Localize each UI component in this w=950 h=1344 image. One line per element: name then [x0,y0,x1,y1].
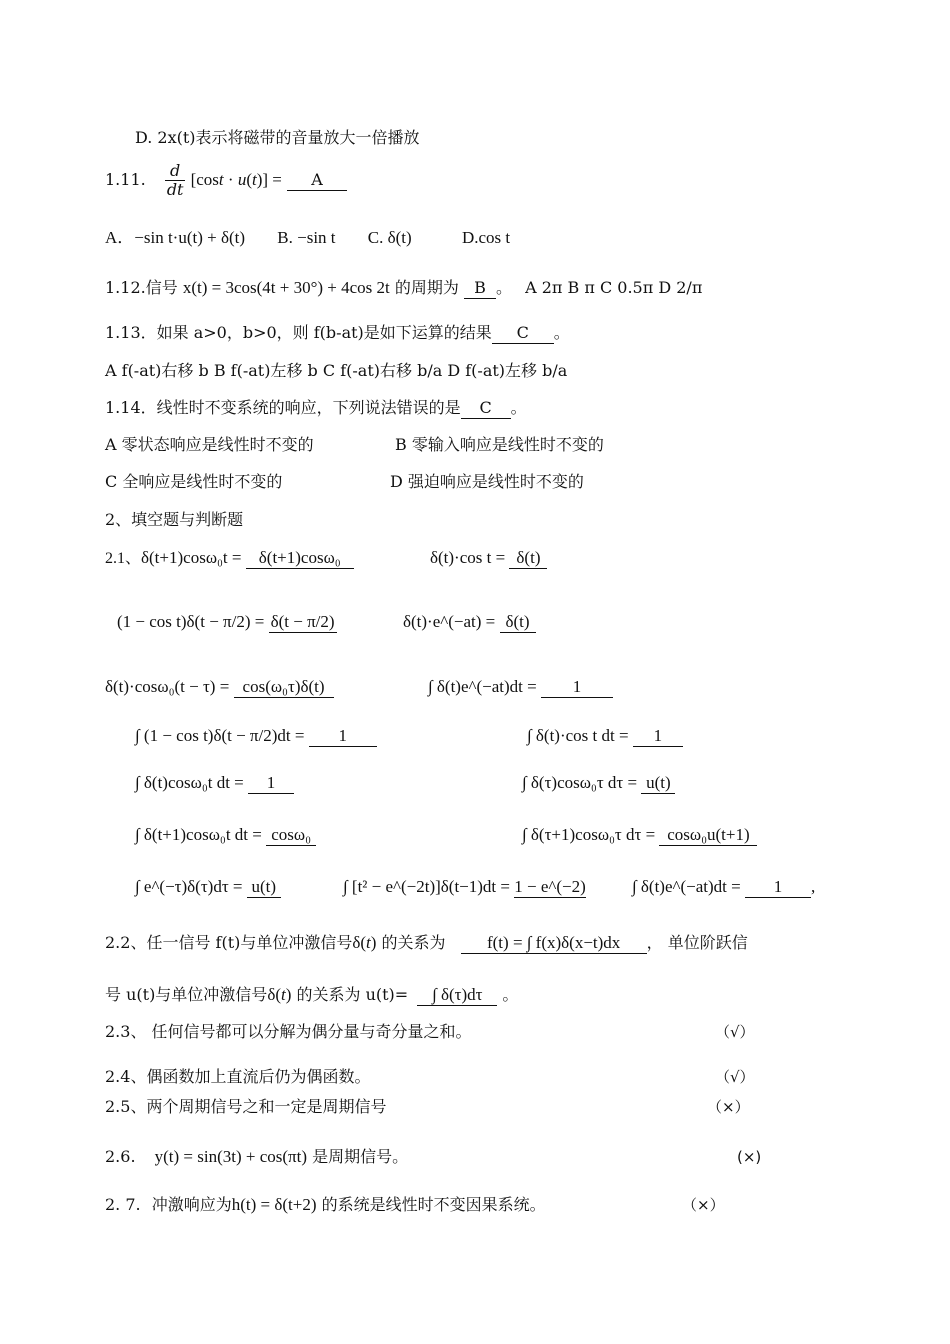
q1-14-answer: C [461,398,511,419]
q2-1-d1-answer: 1 [309,726,377,747]
q2-1-row-f-left [135,825,316,846]
q1-12-prefix: 信号 [145,278,178,297]
q2-1-row-g-right [632,877,815,898]
d-dt-fraction: $\frac{d}{dt}$ [166,161,184,199]
q2-2-line2-c: 。 [502,985,519,1004]
q2-1-row-a-right [430,548,547,569]
q2-7-text: 的系统是线性时不变因果系统。 [321,1195,546,1214]
q2-5-mark: （×） [707,1098,750,1116]
q2-1-d1-lhs: ∫ (1 − cos t)δ(t − π/2)dt = [135,726,305,745]
q2-7-expr: h(t) = δ(t+2) [231,1195,317,1214]
q2-1-f2-answer: cosω₀u(t+1) [659,825,757,846]
q2-6-question [105,1147,408,1167]
q2-1-f1-lhs: ∫ δ(t+1)cosω₀t dt = [135,825,262,844]
q2-1-a2-answer: δ(t) [509,548,547,569]
q1-11-number: 1.11. [105,170,146,189]
q1-12-options: A 2π B π C 0.5π D 2/π [525,278,703,297]
q2-7-question [105,1195,546,1215]
q2-1-g2-lhs: ∫ [t² − e^(−2t)]δ(t−1)dt = [343,877,510,896]
q1-13-answer: C [492,323,554,344]
q2-1-row-e-right [522,773,675,794]
q2-3-text: 2.3、 任何信号都可以分解为偶分量与奇分量之和。 [105,1022,472,1041]
q1-11-answer: A [287,170,347,191]
q2-1-g1-answer: u(t) [247,877,281,898]
q1-14-option-c: C 全响应是线性时不变的 [105,472,283,491]
q1-12-expr: x(t) = 3cos(4t + 30°) + 4cos 2t [182,278,390,297]
q2-1-number: 2.1、 [105,550,142,567]
q1-12-number: 1.12. [105,278,146,297]
q1-11-options [105,228,510,248]
q1-14-option-b: B 零输入响应是线性时不变的 [395,435,604,454]
q2-1-row-a-left [105,548,354,569]
q2-1-e1-answer: 1 [248,773,294,794]
q1-14-option-a: A 零状态响应是线性时不变的 [105,435,314,454]
q2-7-mark: （×） [682,1196,725,1214]
q2-1-row-c-right [428,677,613,698]
q1-14-suffix: 。 [510,398,527,417]
q1-14-text: 1.14．线性时不变系统的响应，下列说法错误的是 [105,398,461,417]
q2-2-line1-b: 的关系为 [381,933,446,952]
q2-4-mark: （√） [715,1068,755,1086]
q1-13-suffix: 。 [553,323,570,342]
q2-1-f1-answer: cosω₀ [266,825,316,846]
q2-1-f2-lhs: ∫ δ(τ+1)cosω₀τ dτ = [522,825,656,844]
q2-2-line1-a: 2.2、任一信号 f(t)与单位冲激信号 [105,933,353,952]
q2-1-a2-lhs: δ(t)·cos t = [430,548,506,567]
q2-1-a1-lhs: δ(t+1)cosω₀t = [141,548,242,567]
q2-1-b1-answer: δ(t − π/2) [269,612,337,633]
q2-1-b2-answer: δ(t) [500,612,536,633]
q2-4-text: 2.4、偶函数加上直流后仍为偶函数。 [105,1067,371,1086]
q2-1-row-d-left [135,726,377,747]
section-2-heading: 2、填空题与判断题 [105,510,244,529]
q1-11-option-d: D.cos t [461,228,511,247]
q2-1-d2-lhs: ∫ δ(t)·cos t dt = [527,726,629,745]
q2-2-line-2: 号 u(t)与单位冲激信号δ(t) 的关系为 u(t)= ∫ δ(τ)dτ 。 [105,985,519,1004]
q2-1-b1-lhs: (1 − cos t)δ(t − π/2) = [117,612,265,631]
q2-3-mark: （√） [715,1023,755,1041]
q2-1-c2-answer: 1 [541,677,613,698]
q2-1-a1-answer: δ(t+1)cosω₀ [246,548,354,569]
q2-1-g3-answer: 1 [745,877,811,898]
q2-2-line1-answer: f(t) = ∫ f(x)δ(x−t)dx [461,933,647,954]
q2-6-mark: (×) [737,1148,762,1166]
q1-13-options: A f(-at)右移 b B f(-at)左移 b C f(-at)右移 b/a D f(-at)左移 b/a [105,361,568,380]
q1-14-question [105,398,527,419]
q1-12-question [105,278,702,299]
q2-1-c1-lhs: δ(t)·cosω₀(t − τ) = [105,677,230,696]
q1-12-middle: 的周期为 [394,278,459,297]
q2-2-line2-b: 的关系为 u(t)= [296,985,409,1004]
q2-1-e2-lhs: ∫ δ(τ)cosω₀τ dτ = [522,773,638,792]
q2-1-g1-lhs: ∫ e^(−τ)δ(τ)dτ = [135,877,243,896]
q2-7-prefix: 冲激响应为 [151,1195,232,1214]
q2-1-row-c-left [105,677,334,698]
q2-2-line2-a: 号 u(t)与单位冲激信号 [105,985,268,1004]
q2-6-number: 2.6. [105,1147,136,1166]
q2-1-g3-suffix: , [810,877,816,896]
q2-1-row-g-left [135,877,281,898]
q2-2-line1-c: ， 单位阶跃信 [646,933,748,952]
q2-1-row-g-mid [343,877,586,898]
q2-1-g3-lhs: ∫ δ(t)e^(−at)dt = [632,877,741,896]
q2-1-g2-answer: 1 − e^(−2) [514,877,586,896]
q2-1-c2-lhs: ∫ δ(t)e^(−at)dt = [428,677,537,696]
q2-1-row-b-left [117,612,337,633]
q1-11-option-b: B. −sin t [277,228,336,247]
q1-11-option-a: A．−sin t·u(t) + δ(t) [105,228,246,247]
q1-11-option-c: C. δ(t) [367,228,412,247]
q2-2-line-1: 2.2、任一信号 f(t)与单位冲激信号δ(t) 的关系为 f(t) = ∫ f(x)δ(x−t)dx ， 单位阶跃信 [105,933,748,952]
q1-13-text: 1.13．如果 a>0，b>0，则 f(b-at)是如下运算的结果 [105,323,492,342]
q2-6-text: 是周期信号。 [312,1147,409,1166]
q1-12-answer: B [464,278,496,299]
q2-1-e1-lhs: ∫ δ(t)cosω₀t dt = [135,773,244,792]
q1-10-option-d: D. 2x(t)表示将磁带的音量放大一倍播放 [135,128,420,147]
q2-1-e2-answer: u(t) [641,773,675,794]
q2-5-text: 2.5、两个周期信号之和一定是周期信号 [105,1097,387,1116]
q1-12-suffix: 。 [495,278,512,297]
q2-7-number: 2. 7. [105,1195,141,1214]
q2-2-line2-answer: ∫ δ(τ)dτ [417,985,497,1006]
q2-6-expr: y(t) = sin(3t) + cos(πt) [154,1147,308,1166]
q2-1-c1-answer: cos(ω₀τ)δ(t) [234,677,334,698]
q2-1-row-d-right [527,726,683,747]
q2-1-row-f-right [522,825,757,846]
q2-1-row-e-left [135,773,294,794]
q2-1-row-b-right [403,612,536,633]
q2-1-d2-answer: 1 [633,726,683,747]
q1-14-option-d: D 强迫响应是线性时不变的 [390,472,584,491]
q1-11-question: 1.11. $\frac{d}{dt}$ [cost · u(t)] = A [105,162,347,199]
q1-13-question [105,323,570,344]
q2-1-b2-lhs: δ(t)·e^(−at) = [403,612,496,631]
